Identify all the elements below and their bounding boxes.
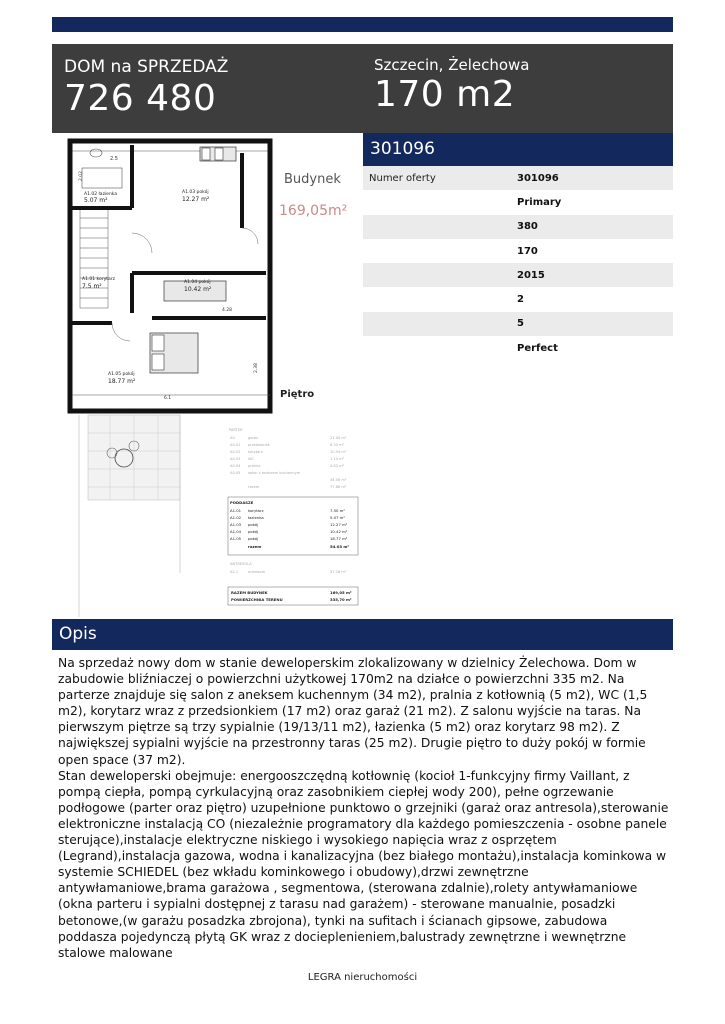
- schedule-title: PODDASZE: [230, 500, 254, 505]
- total-area: 169,05 m²: [330, 590, 352, 595]
- attribute-label: Numer oferty: [369, 172, 436, 184]
- schedule-name: pokój: [248, 522, 259, 527]
- schedule-name: razem: [248, 485, 260, 489]
- room-area: 12.27 m²: [182, 196, 210, 203]
- offer-attributes-table: [363, 166, 673, 360]
- schedule-code: A1.04: [230, 529, 242, 534]
- room-label: A1.01 korytarz: [82, 277, 115, 282]
- schedule-code: A0.05: [230, 471, 241, 475]
- room-label: A1.04 pokój: [184, 280, 211, 285]
- description-body: [58, 655, 670, 961]
- room-area: 18.77 m²: [108, 378, 136, 385]
- schedule-name: przedsionek: [248, 443, 270, 447]
- floor-plan-drawing: [52, 133, 363, 617]
- schedule-code: A1.02: [230, 515, 242, 520]
- room-area: 10.42 m²: [184, 286, 212, 293]
- schedule-title: PARTER: [229, 428, 243, 432]
- schedule-area: 10.42 m²: [330, 529, 348, 534]
- schedule-area: 1.14 m²: [330, 457, 345, 461]
- room-area: 5.07 m²: [84, 197, 108, 204]
- total-label: POWIERZCHNIA TERENU: [231, 597, 283, 602]
- footer-agency-name: LEGRA nieruchomości: [307, 972, 418, 983]
- listing-type: DOM na SPRZEDAŻ: [64, 57, 229, 77]
- schedule-area: 21.00 m²: [330, 436, 347, 440]
- attribute-row: [363, 166, 673, 190]
- schedule-name: salon z aneksem kuchennym: [248, 471, 301, 475]
- attribute-value: 380: [517, 221, 538, 233]
- dimension-label: 4.28: [222, 308, 233, 313]
- schedule-code: A1.05: [230, 536, 242, 541]
- floor-label: Piętro: [280, 389, 315, 400]
- description-paragraph: Stan deweloperski obejmuje: energooszczędną kotłownię (kocioł 1-funkcyjny firmy Vaillant, z pompą ciepła, pompą cyrkulacyjną oraz zasobnikiem ciepłej wody 200), pełne ogrzewanie podłogowe (parter oraz piętro) uzupełnione punktowo o grzejniki (garaż oraz antresola),sterowanie elektroniczne instalacją CO (niezależnie programatory dla każdego pomieszczenia - osobne panele sterujące),instalacje elektryczne niskiego i wysokiego napięcia wraz z osprzętem (Legrand),instalacja gazowa, wodna i kanalizacyjna (bez białego montażu),instalacja kominkowa w systemie SCHIEDEL (bez wkładu kominkowego i obudowy),drzwi zewnętrzne antywłamaniowe,brama garażowa , segmentowa, (sterowana zdalnie),rolety antywłamaniowe (okna parteru i sypialni dostępnej z tarasu nad garażem) - sterowane manualnie, posadzki betonowe,(w garażu posadzka zbrojona), tynki na sufitach i ścianach gipsowe, zabudowa poddasza pojedynczą płytą GK wraz z docieplenieniem,balustrady zewnętrzne i wewnętrzne stalowe malowane: [58, 768, 669, 960]
- schedule-area: 12.27 m²: [330, 522, 348, 527]
- schedule-title: ANTRESOLA: [230, 562, 252, 566]
- schedule-name: pokój: [248, 536, 259, 541]
- schedule-name: pokój: [248, 529, 259, 534]
- attribute-row: [363, 287, 673, 311]
- schedule-area: 5.07 m²: [330, 515, 345, 520]
- description-heading: Opis: [52, 619, 673, 650]
- schedule-code: A1.03: [230, 522, 242, 527]
- listing-area: 170 m2: [374, 74, 516, 115]
- attribute-value: 170: [517, 245, 538, 257]
- schedule-area: 4.83 m²: [330, 464, 345, 468]
- schedule-area: 6.33 m²: [330, 443, 345, 447]
- schedule-area: 34.06 m²: [330, 478, 347, 482]
- listing-header: [52, 44, 673, 133]
- attribute-value: 2015: [517, 269, 545, 281]
- room-label: A1.02 łazienka: [84, 192, 118, 197]
- dimension-label: 2.38: [254, 362, 259, 373]
- listing-price: 726 480: [64, 78, 217, 119]
- total-area: 335,70 m²: [330, 597, 352, 602]
- attribute-row: [363, 215, 673, 239]
- attribute-value: 5: [517, 318, 524, 330]
- schedule-code: A0.03: [230, 457, 241, 461]
- schedule-code: A0.02: [230, 450, 241, 454]
- top-accent-bar: [52, 17, 673, 32]
- attribute-value: Perfect: [517, 342, 558, 354]
- attribute-value: 2: [517, 294, 524, 306]
- attribute-row: [363, 336, 673, 360]
- floor-plan-image: [52, 133, 363, 617]
- schedule-name: garaż: [248, 436, 259, 440]
- dimension-label: 2.02: [79, 170, 84, 181]
- schedule-code: A0.04: [230, 464, 241, 468]
- attribute-value: 301096: [517, 172, 559, 184]
- offer-number-heading: 301096: [363, 133, 673, 166]
- building-label: Budynek: [284, 172, 341, 187]
- schedule-code: A0: [230, 436, 235, 440]
- room-area: 7.5 m²: [82, 283, 102, 290]
- dimension-label: 2.5: [110, 156, 118, 162]
- schedule-code: A1.01: [230, 508, 242, 513]
- listing-location: Szczecin, Żelechowa: [374, 56, 530, 74]
- schedule-code: A2.1: [230, 570, 239, 574]
- attribute-row: [363, 312, 673, 336]
- attribute-value: Primary: [517, 196, 562, 208]
- schedule-name: antresola: [248, 570, 265, 574]
- description-paragraph: Na sprzedaż nowy dom w stanie deweloperskim zlokalizowany w dzielnicy Żelechowa. Dom w zabudowie bliźniaczej o powierzchni użytkowej 170m2 na działce o powierzchni 335 m2. Na parterze znajduje się salon z aneksem kuchennym (34 m2), pralnia z kotłownią (5 m2), WC (1,5 m2), korytarz wraz z przedsionkiem (17 m2) oraz garaż (21 m2). Z salonu wyjście na taras. Na pierwszym piętrze są trzy sypialnie (19/13/11 m2), łazienka (5 m2) oraz korytarz 98 m2). Z największej sypialni wyjście na przestronny taras (25 m2). Drugie piętro to duży pokój w formie open space (37 m2).: [58, 656, 648, 767]
- schedule-area: 37.16 m²: [330, 570, 347, 574]
- schedule-area: 18.77 m²: [330, 536, 348, 541]
- dimension-label: 6.1: [164, 396, 172, 401]
- schedule-area: 77.86 m²: [330, 485, 347, 489]
- attribute-row: [363, 239, 673, 263]
- schedule-area: 7.50 m²: [330, 508, 345, 513]
- building-area: 169,05m²: [279, 203, 348, 219]
- schedule-name: korytarz: [248, 508, 264, 513]
- schedule-area: 10.54 m²: [330, 450, 347, 454]
- attribute-row: [363, 190, 673, 214]
- schedule-name: pralnia: [248, 464, 261, 468]
- schedule-area: 54.03 m²: [330, 544, 349, 549]
- schedule-name: korytarz: [248, 450, 263, 454]
- schedule-name: WC: [248, 457, 255, 461]
- schedule-name: łazienka: [248, 515, 264, 520]
- attribute-row: [363, 263, 673, 287]
- schedule-name: razem: [248, 544, 262, 549]
- total-label: RAZEM BUDYNEK: [231, 590, 268, 595]
- room-label: A1.05 pokój: [108, 372, 135, 377]
- schedule-code: A0.01: [230, 443, 241, 447]
- room-label: A1.03 pokój: [182, 190, 209, 195]
